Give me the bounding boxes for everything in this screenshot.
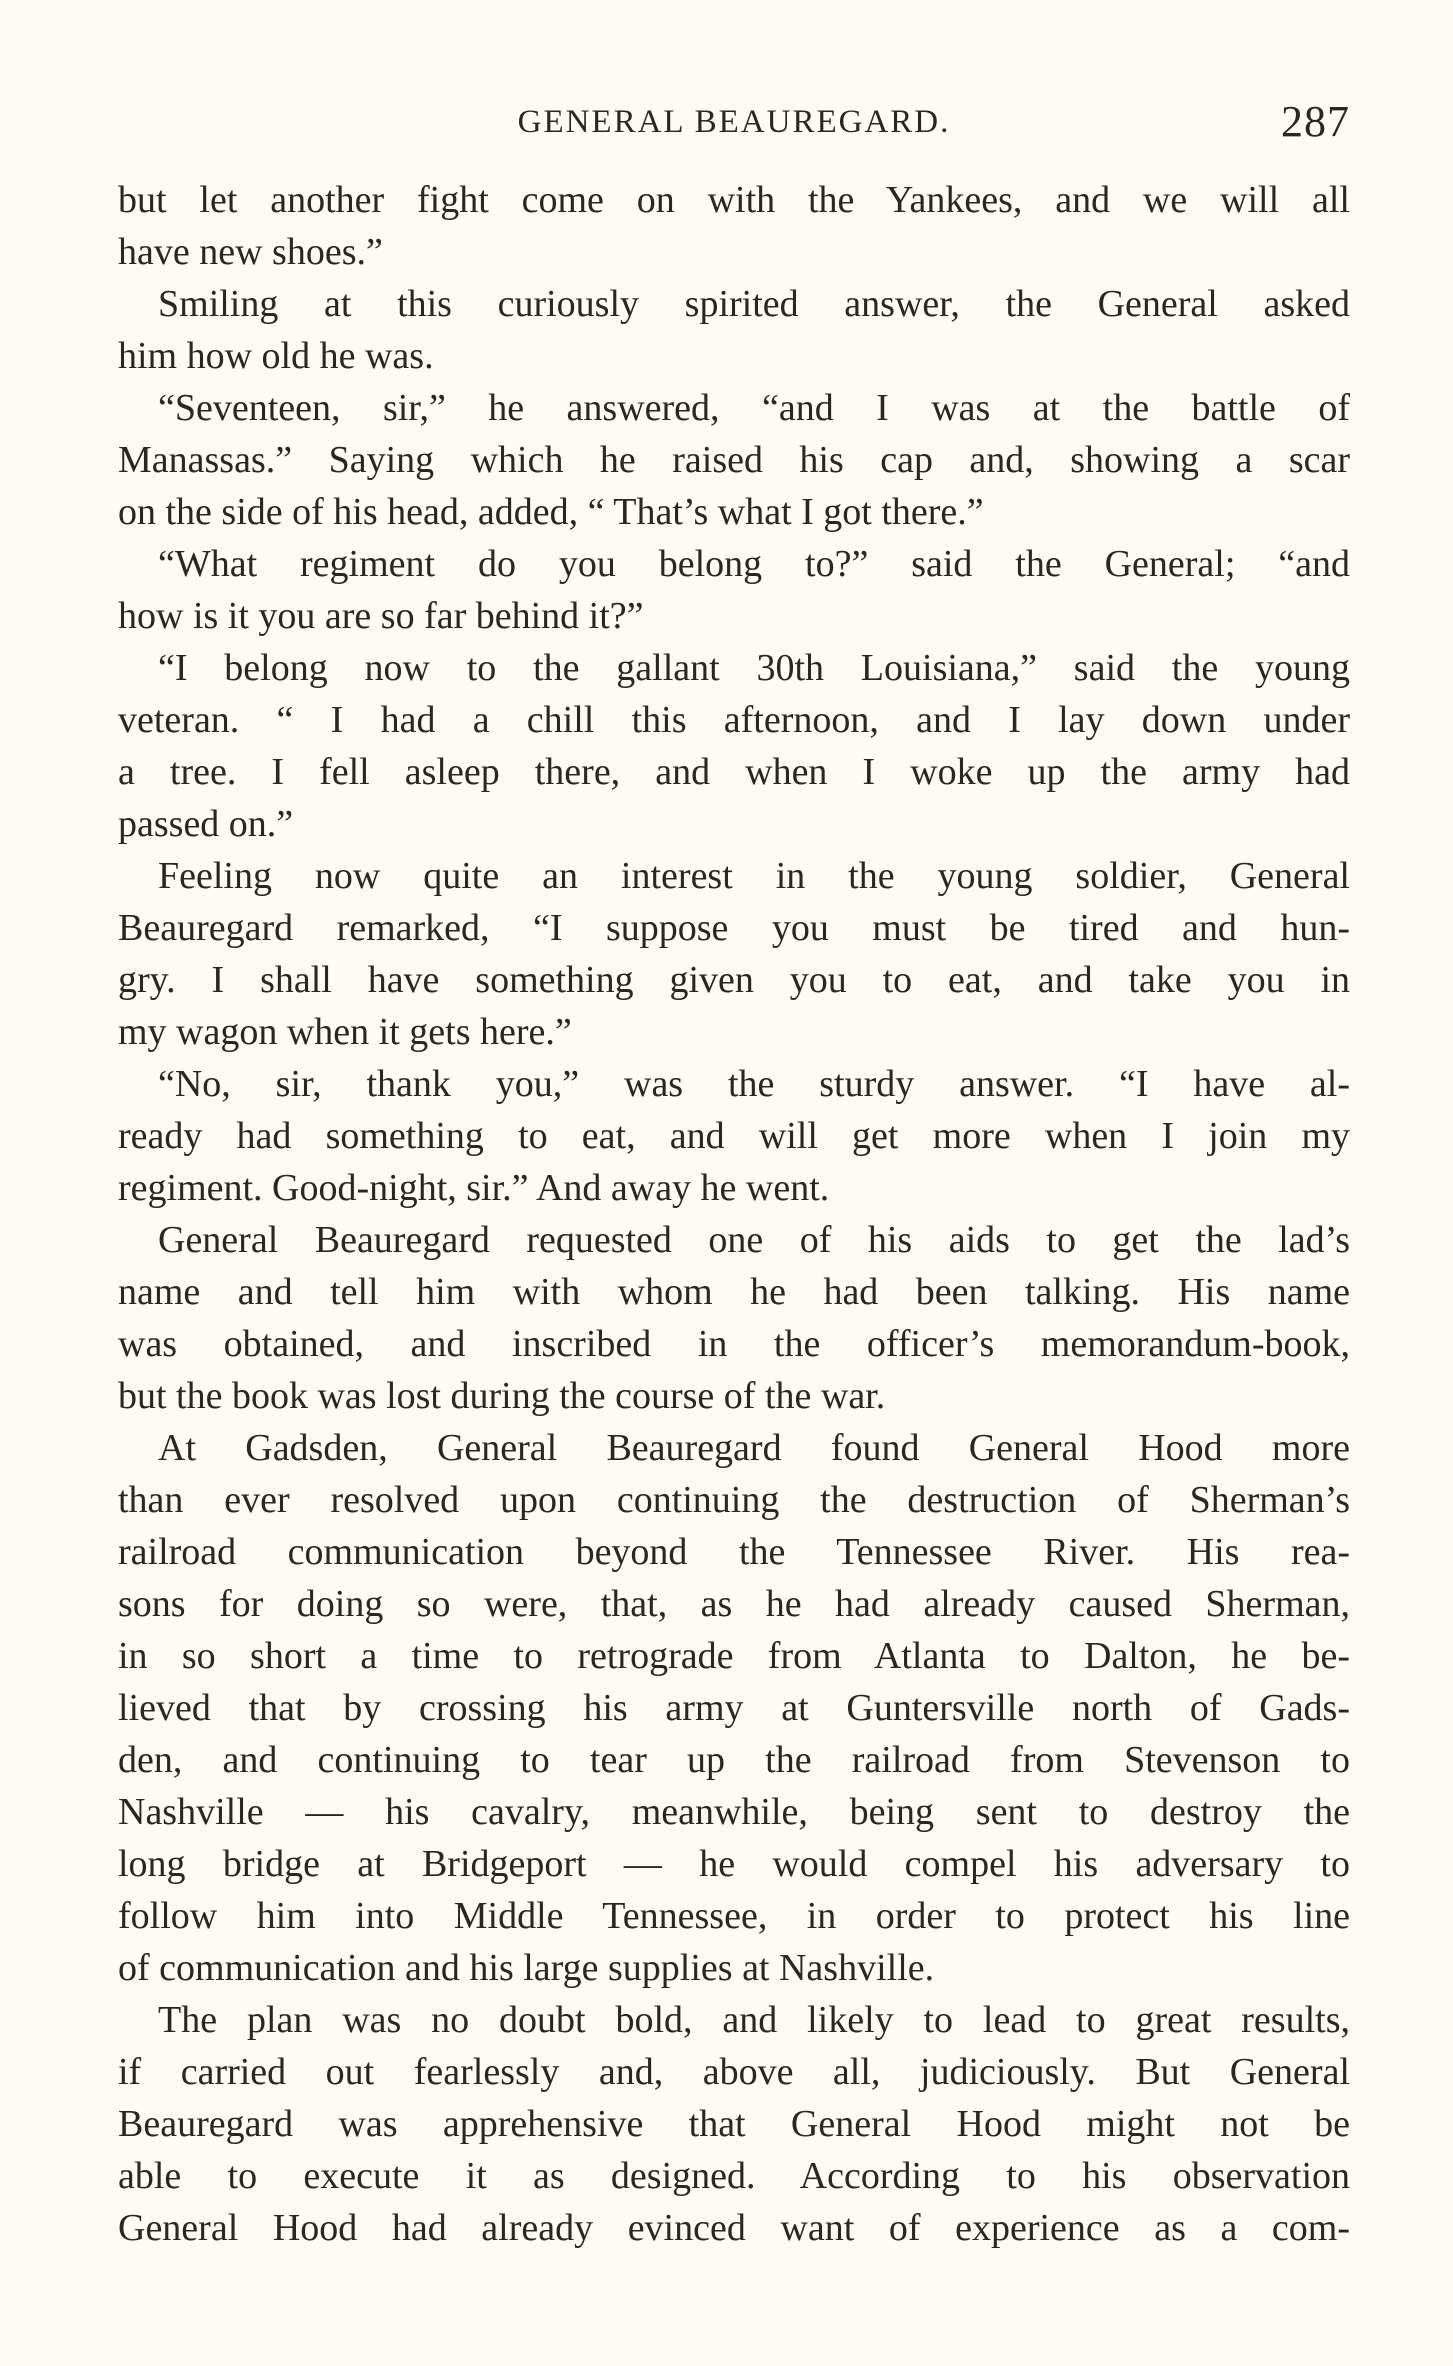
text-line: follow him into Middle Tennessee, in order to protect his line xyxy=(118,1895,1350,1937)
text-line: a tree. I fell asleep there, and when I woke up the army had xyxy=(118,751,1350,793)
text-line: Smiling at this curiously spirited answer, the General asked xyxy=(158,283,1350,325)
text-line: but let another fight come on with the Yankees, and we will all xyxy=(118,179,1350,221)
text-line: in so short a time to retrograde from Atlanta to Dalton, he be- xyxy=(118,1635,1350,1677)
text-line: At Gadsden, General Beauregard found General Hood more xyxy=(158,1427,1350,1469)
running-head xyxy=(118,92,1350,152)
text-line: but the book was lost during the course of the war. xyxy=(118,1375,886,1417)
text-line: den, and continuing to tear up the railroad from Stevenson to xyxy=(118,1739,1350,1781)
text-line: my wagon when it gets here.” xyxy=(118,1011,572,1053)
text-line: Beauregard remarked, “I suppose you must be tired and hun- xyxy=(118,907,1350,949)
text-line: General Hood had already evinced want of experience as a com- xyxy=(118,2207,1350,2249)
text-line: than ever resolved upon continuing the destruction of Sherman’s xyxy=(118,1479,1350,1521)
text-line: Beauregard was apprehensive that General Hood might not be xyxy=(118,2103,1350,2145)
text-line: of communication and his large supplies at Nashville. xyxy=(118,1947,935,1989)
text-line: railroad communication beyond the Tennessee River. His rea- xyxy=(118,1531,1350,1573)
text-line: if carried out fearlessly and, above all, judiciously. But General xyxy=(118,2051,1350,2093)
text-line: “What regiment do you belong to?” said the General; “and xyxy=(158,543,1350,585)
text-line: lieved that by crossing his army at Guntersville north of Gads- xyxy=(118,1687,1350,1729)
text-line: ready had something to eat, and will get more when I join my xyxy=(118,1115,1350,1157)
text-line: have new shoes.” xyxy=(118,231,383,273)
text-line: on the side of his head, added, “ That’s what I got there.” xyxy=(118,491,984,533)
running-title: GENERAL BEAUREGARD. xyxy=(517,104,951,140)
text-line: Nashville — his cavalry, meanwhile, being sent to destroy the xyxy=(118,1791,1350,1833)
text-line: General Beauregard requested one of his aids to get the lad’s xyxy=(158,1219,1350,1261)
text-line: Manassas.” Saying which he raised his cap and, showing a scar xyxy=(118,439,1350,481)
text-line: long bridge at Bridgeport — he would compel his adversary to xyxy=(118,1843,1350,1885)
text-line: gry. I shall have something given you to eat, and take you in xyxy=(118,959,1350,1001)
body-text xyxy=(118,174,1350,2254)
text-line: “I belong now to the gallant 30th Louisiana,” said the young xyxy=(158,647,1350,689)
text-line: how is it you are so far behind it?” xyxy=(118,595,644,637)
text-line: passed on.” xyxy=(118,803,294,845)
text-line: able to execute it as designed. According to his observation xyxy=(118,2155,1350,2197)
text-line: regiment. Good-night, sir.” And away he went. xyxy=(118,1167,830,1209)
text-line: Feeling now quite an interest in the young soldier, General xyxy=(158,855,1350,897)
text-line: veteran. “ I had a chill this afternoon, and I lay down under xyxy=(118,699,1350,741)
text-line: “No, sir, thank you,” was the sturdy answer. “I have al- xyxy=(158,1063,1350,1105)
text-line: sons for doing so were, that, as he had already caused Sherman, xyxy=(118,1583,1350,1625)
text-line: him how old he was. xyxy=(118,335,434,377)
text-line: was obtained, and inscribed in the officer’s memorandum-book, xyxy=(118,1323,1350,1365)
page-number: 287 xyxy=(1281,97,1350,146)
text-line: The plan was no doubt bold, and likely to lead to great results, xyxy=(158,1999,1350,2041)
text-line: name and tell him with whom he had been talking. His name xyxy=(118,1271,1350,1313)
text-line: “Seventeen, sir,” he answered, “and I was at the battle of xyxy=(158,387,1350,429)
